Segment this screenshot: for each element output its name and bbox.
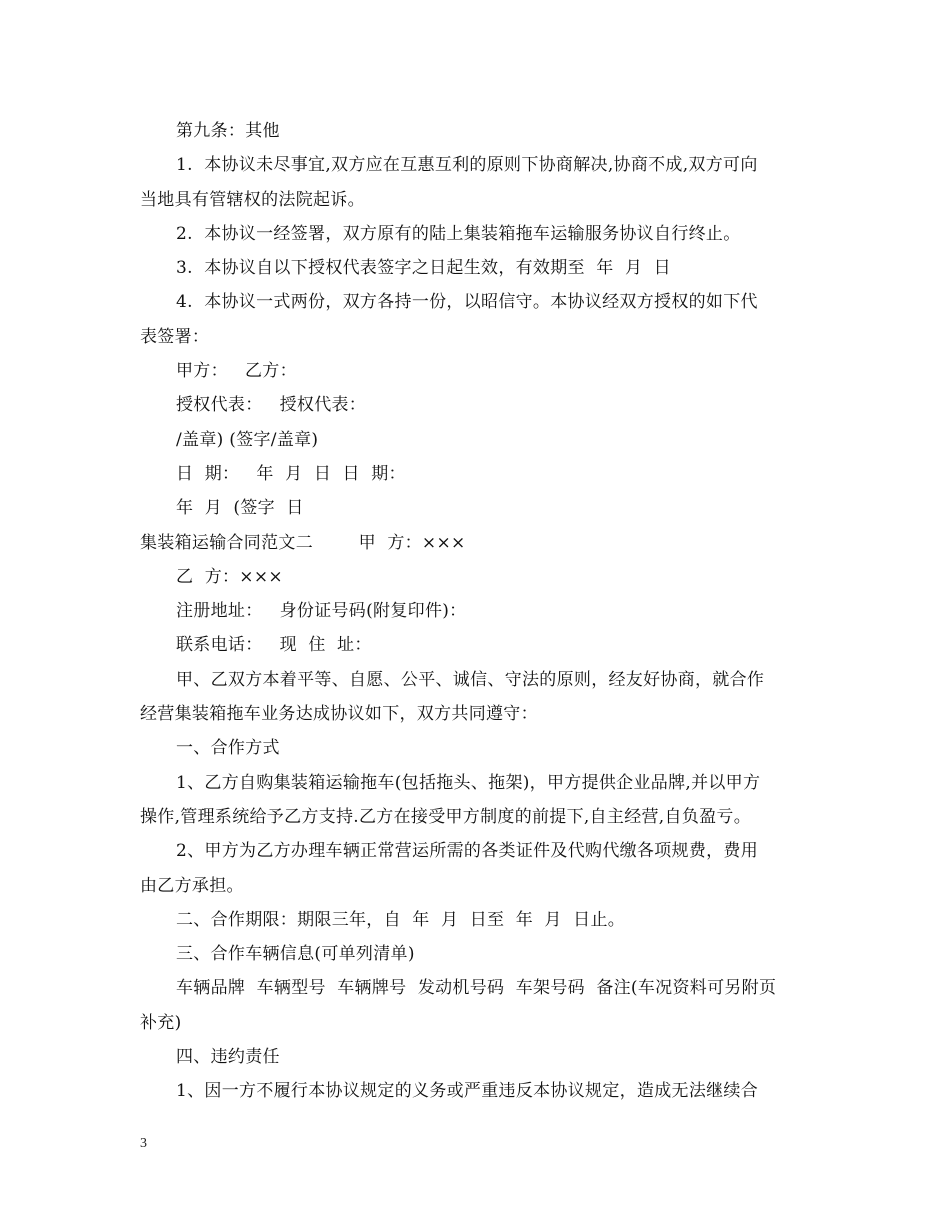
- document-line: 车辆品牌 车辆型号 车辆牌号 发动机号码 车架号码 备注(车况资料可另附页: [176, 978, 777, 999]
- document-line: 联系电话： 现 住 址：: [176, 635, 372, 656]
- document-line: 操作,管理系统给予乙方支持.乙方在接受甲方制度的前提下,自主经营,自负盈亏。: [140, 806, 752, 827]
- document-line: 甲方： 乙方：: [176, 361, 297, 382]
- document-line: 集装箱运输合同范文二 甲 方：×××: [140, 532, 466, 553]
- document-line: 由乙方承担。: [140, 875, 244, 896]
- document-line: 乙 方：×××: [176, 566, 283, 587]
- document-line: 甲、乙双方本着平等、自愿、公平、诚信、守法的原则，经友好协商，就合作: [176, 669, 765, 690]
- document-line: 4. 本协议一式两份，双方各持一份，以昭信守。本协议经双方授权的如下代: [176, 292, 758, 313]
- document-line: 补充): [140, 1012, 182, 1033]
- page-number: 3: [140, 1136, 147, 1151]
- document-line: 第九条：其他: [176, 121, 280, 141]
- document-line: /盖章) (签字/盖章): [176, 429, 319, 450]
- document-line: 一、合作方式: [176, 738, 280, 759]
- document-line: 2、甲方为乙方办理车辆正常营运所需的各类证件及代购代缴各项规费，费用: [176, 841, 759, 862]
- document-line: 注册地址： 身份证号码(附复印件)：: [176, 601, 467, 622]
- document-body: [140, 114, 812, 1109]
- document-line: 四、违约责任: [176, 1047, 280, 1068]
- document-line: 经营集装箱拖车业务达成协议如下，双方共同遵守：: [140, 704, 538, 725]
- document-line: 二、合作期限：期限三年，自 年 月 日至 年 月 日止。: [176, 909, 626, 930]
- document-line: 当地具有管辖权的法院起诉。: [140, 189, 365, 210]
- document-line: 3. 本协议自以下授权代表签字之日起生效，有效期至 年 月 日: [176, 258, 671, 279]
- document-line: 2. 本协议一经签署，双方原有的陆上集装箱拖车运输服务协议自行终止。: [176, 223, 741, 244]
- document-line: 1、乙方自购集装箱运输拖车(包括拖头、拖架)，甲方提供企业品牌,并以甲方: [176, 772, 761, 793]
- document-line: 授权代表： 授权代表：: [176, 395, 367, 416]
- document-line: 表签署：: [140, 326, 210, 347]
- document-line: 1. 本协议未尽事宜,双方应在互惠互利的原则下协商解决,协商不成,双方可向: [176, 155, 758, 176]
- document-line: 日 期： 年 月 日 日 期：: [176, 463, 406, 484]
- document-line: 1、因一方不履行本协议规定的义务或严重违反本协议规定，造成无法继续合: [176, 1081, 759, 1102]
- document-line: 三、合作车辆信息(可单列清单): [176, 944, 415, 965]
- document-line: 年 月 (签字 日: [176, 498, 304, 519]
